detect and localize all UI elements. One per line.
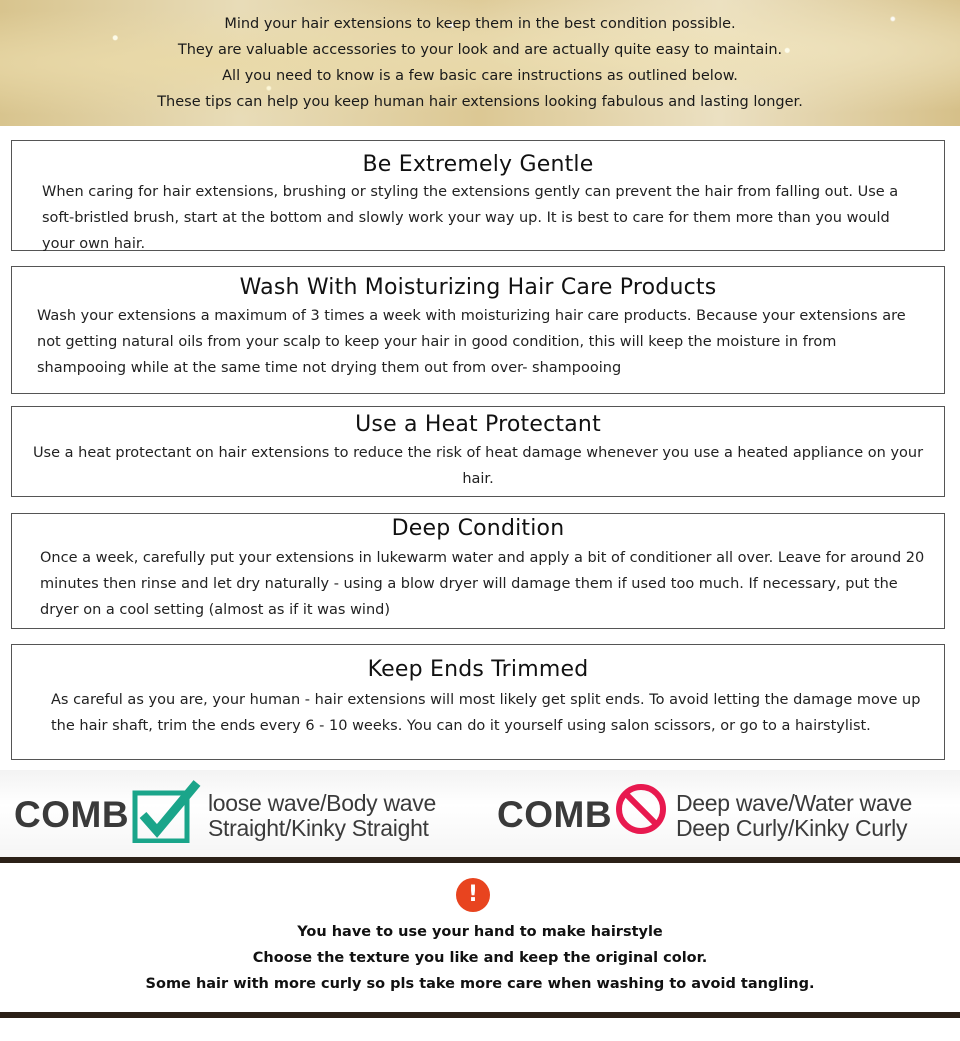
tip-body: When caring for hair extensions, brushing or styling the extensions gently can prevent the hair from falling out. Use a soft-bristled brush, start at the bottom and slowly work your way up. It is best to care for them more than you would your own hair. — [42, 184, 899, 252]
exclamation-icon: ! — [456, 878, 490, 912]
comb-allowed-line: loose wave/Body wave — [208, 790, 436, 816]
intro-line: These tips can help you keep human hair extensions looking fabulous and lasting longer. — [157, 94, 803, 110]
tip-body: Wash your extensions a maximum of 3 times a week with moisturizing hair care products. Because your extensions are not getting natural oils from your scalp to keep your hair in good condition, this will keep the moisture in from shampooing while at the same time not drying them out from over- shampooing — [37, 308, 906, 376]
notice-block — [0, 864, 960, 997]
tip-body: Once a week, carefully put your extensions in lukewarm water and apply a bit of conditioner all over. Leave for around 20 minutes then rinse and let dry naturally - using a blow dryer will damage them if used too much. If necessary, put the dryer on a cool setting (almost as if it was wind) — [40, 550, 925, 618]
notice-line: Choose the texture you like and keep the original color. — [252, 950, 708, 966]
comb-allowed-line: Straight/Kinky Straight — [208, 815, 429, 841]
comb-allowed-types — [208, 791, 436, 841]
tip-box-heat-protectant — [11, 406, 945, 497]
comb-forbidden-line: Deep wave/Water wave — [676, 790, 913, 816]
tip-body: Use a heat protectant on hair extensions to reduce the risk of heat damage whenever you use a heated appliance on your hair. — [32, 445, 924, 487]
intro-line: All you need to know is a few basic care instructions as outlined below. — [222, 68, 738, 84]
intro-line: They are valuable accessories to your look and are actually quite easy to maintain. — [177, 42, 783, 58]
tip-body: As careful as you are, your human - hair extensions will most likely get split ends. To avoid letting the damage move up the hair shaft, trim the ends every 6 - 10 weeks. You can do it yourself using salon scissors, or go to a hairstylist. — [51, 692, 921, 734]
comb-forbidden-types — [676, 791, 912, 841]
intro-line: Mind your hair extensions to keep them in the best condition possible. — [224, 16, 736, 32]
tip-box-trim-ends — [11, 644, 945, 760]
divider-bar — [0, 1012, 960, 1018]
comb-allowed-label: COMB — [14, 794, 130, 835]
checkmark-icon — [131, 779, 203, 843]
prohibited-icon — [614, 782, 668, 836]
tip-title: Wash With Moisturizing Hair Care Products — [239, 275, 717, 300]
tip-box-wash — [11, 266, 945, 394]
comb-forbidden-line: Deep Curly/Kinky Curly — [676, 815, 908, 841]
comb-forbidden-label: COMB — [497, 794, 613, 835]
comb-guide — [0, 770, 960, 858]
tip-box-deep-condition — [11, 513, 945, 629]
tip-box-gentle — [11, 140, 945, 251]
tip-title: Be Extremely Gentle — [362, 152, 594, 177]
tip-title: Use a Heat Protectant — [355, 412, 601, 437]
tip-title: Deep Condition — [391, 516, 565, 541]
intro-banner — [0, 0, 960, 126]
notice-line: You have to use your hand to make hairstyle — [297, 924, 663, 940]
notice-line: Some hair with more curly so pls take more care when washing to avoid tangling. — [145, 976, 815, 992]
divider-bar — [0, 857, 960, 863]
tip-title: Keep Ends Trimmed — [367, 657, 589, 682]
